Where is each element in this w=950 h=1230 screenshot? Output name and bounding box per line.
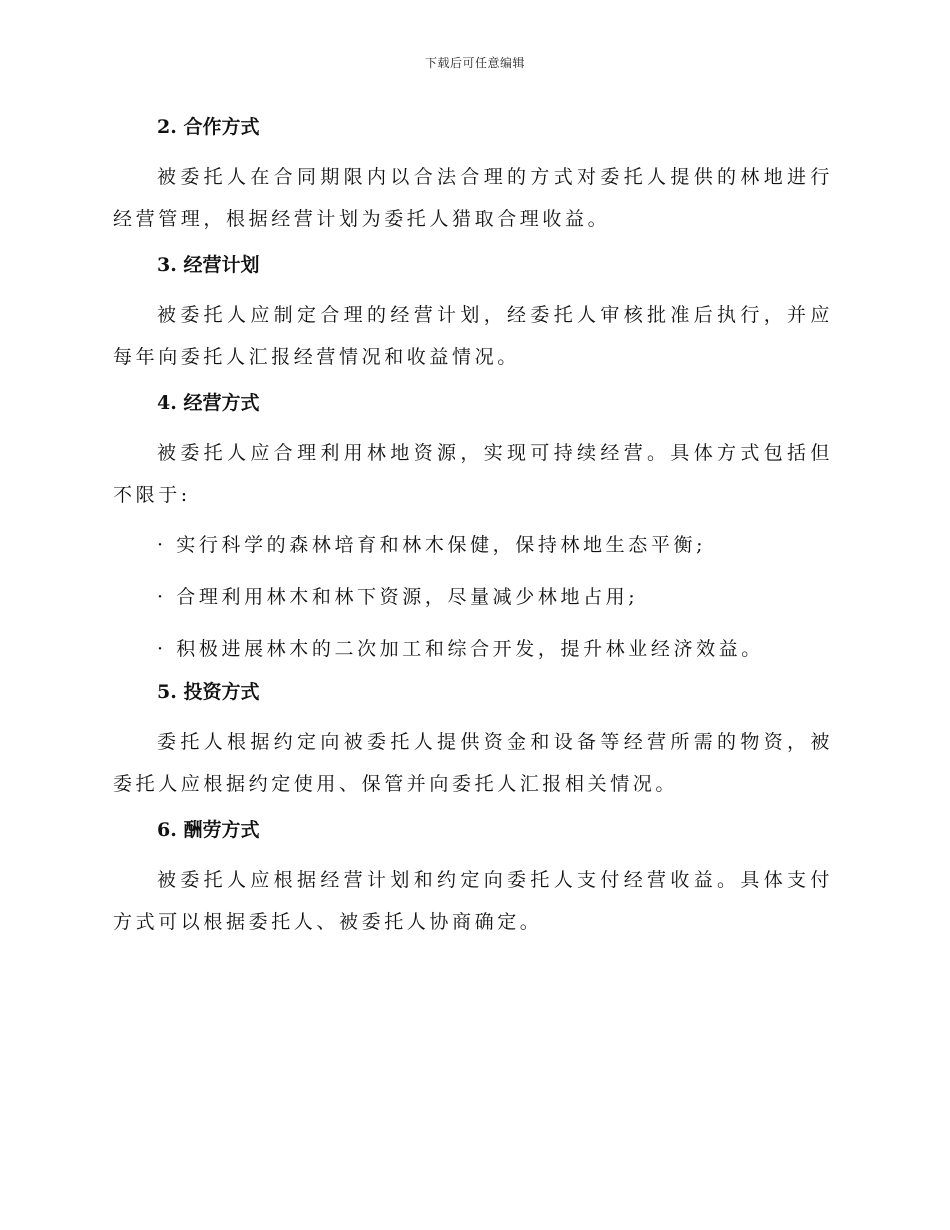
section-paragraph: 委托人根据约定向被委托人提供资金和设备等经营所需的物资，被委托人应根据约定使用、保管并向委托人汇报相关情况。 <box>113 731 833 795</box>
document-body <box>113 110 833 943</box>
section-heading: 5. 投资方式 <box>157 681 260 703</box>
section-paragraph: 被委托人应制定合理的经营计划，经委托人审核批准后执行，并应每年向委托人汇报经营情况和收益情况。 <box>113 304 833 368</box>
list-item: · 积极进展林木的二次加工和综合开发，提升林业经济效益。 <box>157 638 764 660</box>
list-item: · 实行科学的森林培育和林木保健，保持林地生态平衡; <box>157 534 707 556</box>
section-heading: 2. 合作方式 <box>157 116 260 138</box>
section-remuneration <box>113 813 833 943</box>
page-header: 下载后可任意编辑 <box>424 56 525 70</box>
section-paragraph: 被委托人应根据经营计划和约定向委托人支付经营收益。具体支付方式可以根据委托人、被委托人协商确定。 <box>113 869 833 933</box>
section-business-method <box>113 386 833 675</box>
section-heading: 4. 经营方式 <box>157 392 260 414</box>
section-business-plan <box>113 248 833 378</box>
section-paragraph: 被委托人在合同期限内以合法合理的方式对委托人提供的林地进行经营管理，根据经营计划为委托人猎取合理收益。 <box>113 166 833 230</box>
section-cooperation <box>113 110 833 240</box>
section-heading: 3. 经营计划 <box>157 254 260 276</box>
list-item: · 合理利用林木和林下资源，尽量减少林地占用; <box>157 586 639 608</box>
section-heading: 6. 酬劳方式 <box>157 819 260 841</box>
section-paragraph: 被委托人应合理利用林地资源，实现可持续经营。具体方式包括但不限于: <box>113 442 833 506</box>
section-investment <box>113 675 833 805</box>
